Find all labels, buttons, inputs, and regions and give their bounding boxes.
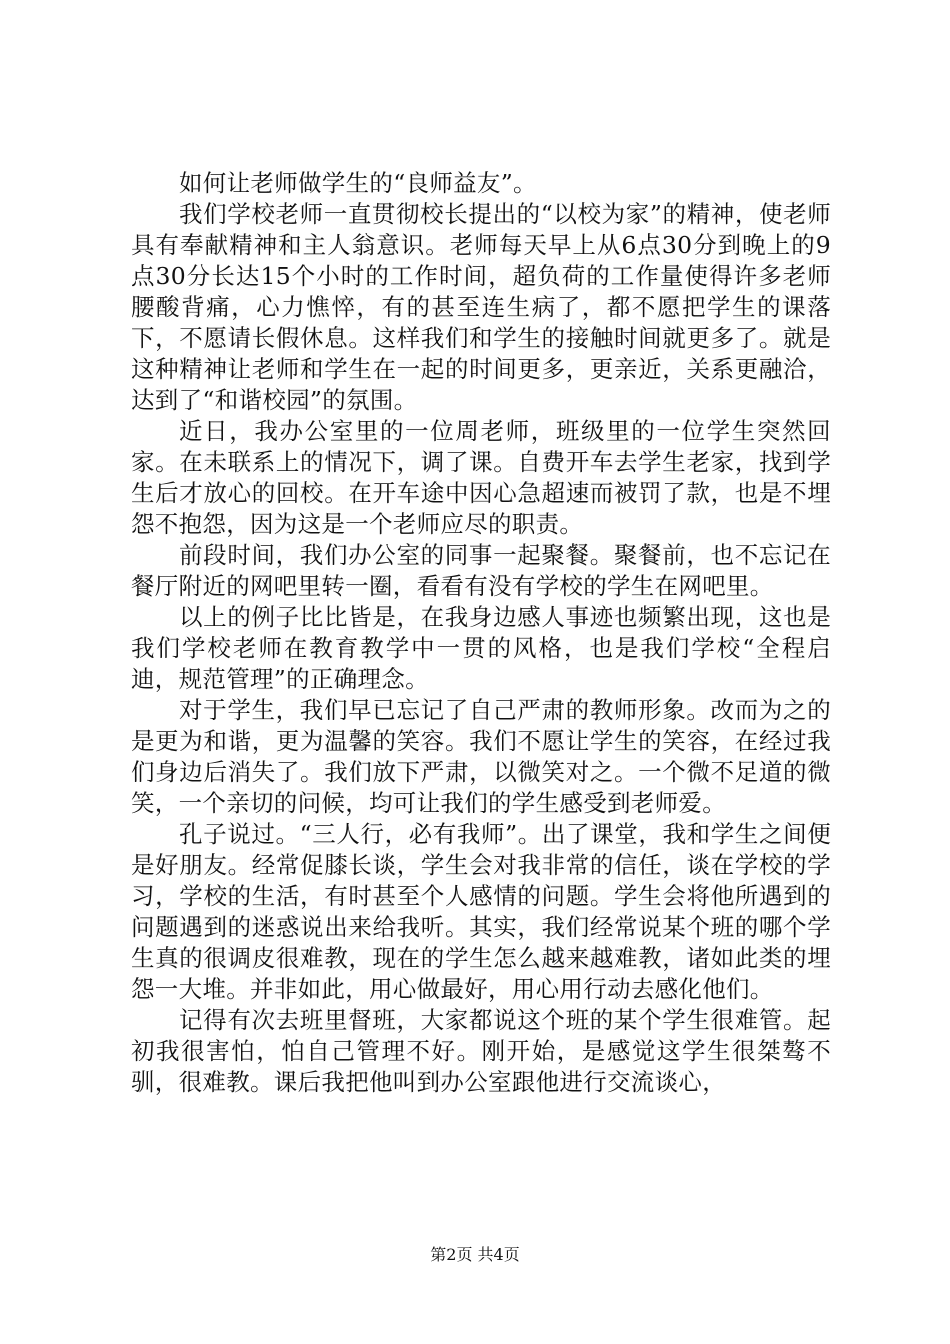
paragraph-4: 前段时间，我们办公室的同事一起聚餐。聚餐前，也不忘记在餐厅附近的网吧里转一圈，看看有没有学校的学生在网吧里。	[131, 541, 831, 600]
paragraph-7: 孔子说过。“三人行，必有我师”。出了课堂，我和学生之间便是好朋友。经常促膝长谈，学生会对我非常的信任，谈在学校的学习，学校的生活，有时甚至个人感情的问题。学生会将他所遇到的问题遇到的迷惑说出来给我听。其实，我们经常说某个班的哪个学生真的很调皮很难教，现在的学生怎么越来越难教，诸如此类的埋怨一大堆。并非如此，用心做最好，用心用行动去感化他们。	[131, 820, 831, 1003]
page-footer: 第2页 共4页	[430, 1245, 520, 1264]
paragraph-8: 记得有次去班里督班，大家都说这个班的某个学生很难管。起初我很害怕，怕自己管理不好。刚开始，是感觉这学生很桀骜不驯，很难教。课后我把他叫到办公室跟他进行交流谈心，	[131, 1006, 831, 1096]
document-body	[131, 168, 831, 1098]
paragraph-2: 我们学校老师一直贯彻校长提出的“以校为家”的精神，使老师具有奉献精神和主人翁意识。老师每天早上从6点30分到晚上的9点30分长达15个小时的工作时间，超负荷的工作量使得许多老师腰酸背痛，心力憔悴，有的甚至连生病了，都不愿把学生的课落下，不愿请长假休息。这样我们和学生的接触时间就更多了。就是这种精神让老师和学生在一起的时间更多，更亲近，关系更融洽，达到了“和谐校园”的氛围。	[131, 200, 831, 414]
paragraph-6: 对于学生，我们早已忘记了自己严肃的教师形象。改而为之的是更为和谐，更为温馨的笑容。我们不愿让学生的笑容，在经过我们身边后消失了。我们放下严肃，以微笑对之。一个微不足道的微笑，一个亲切的问候，均可让我们的学生感受到老师爱。	[131, 696, 831, 817]
paragraph-3: 近日，我办公室里的一位周老师，班级里的一位学生突然回家。在未联系上的情况下，调了课。自费开车去学生老家，找到学生后才放心的回校。在开车途中因心急超速而被罚了款，也是不埋怨不抱怨，因为这是一个老师应尽的职责。	[131, 417, 831, 538]
paragraph-1: 如何让老师做学生的“良师益友”。	[179, 169, 537, 197]
paragraph-5: 以上的例子比比皆是，在我身边感人事迹也频繁出现，这也是我们学校老师在教育教学中一贯的风格，也是我们学校“全程启迪，规范管理”的正确理念。	[131, 603, 831, 693]
